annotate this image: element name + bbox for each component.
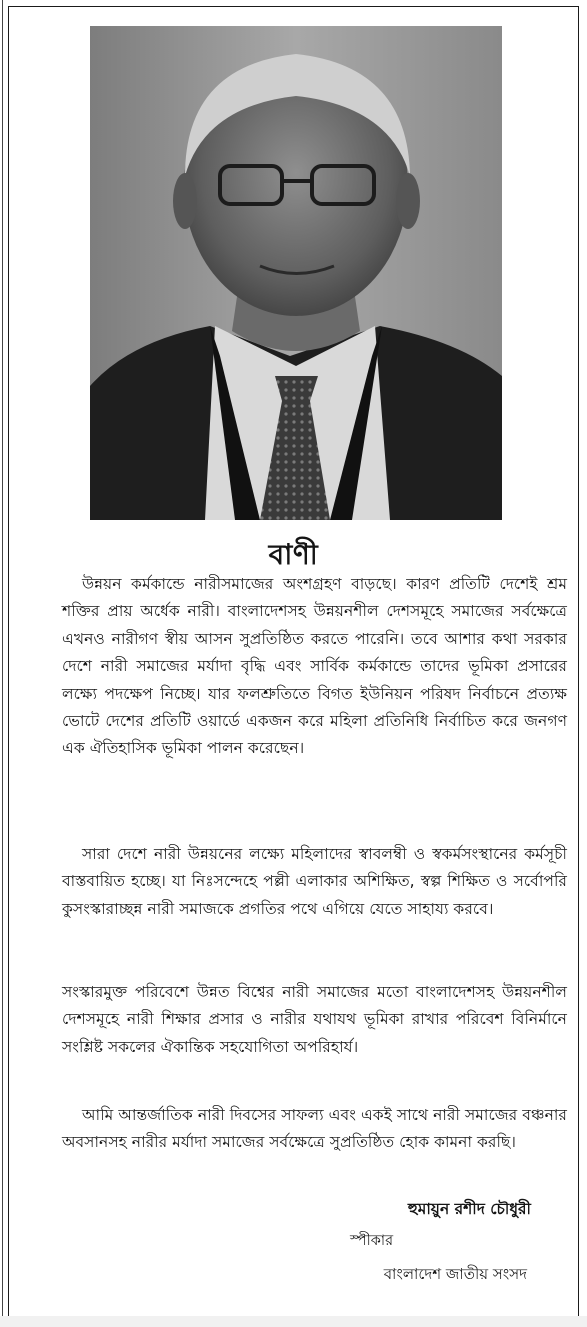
message-paragraph-1 (62, 571, 567, 763)
paragraph-1-text: উন্নয়ন কর্মকান্ডে নারীসমাজের অংশগ্রহণ বাড়ছে। কারণ প্রতিটি দেশেই শ্রম শক্তির প্রায় অর্ধেক নারী। বাংলাদেশসহ উন্নয়নশীল দেশসমূহে সমাজের সর্বক্ষেত্রে এখনও নারীগণ স্বীয় আসন সুপ্রতিষ্ঠিত করতে পারেনি। তবে আশার কথা সরকার দেশে নারী সমাজের মর্যাদা বৃদ্ধি এবং সার্বিক কর্মকান্ডে তাদের ভূমিকা প্রসারের লক্ষ্যে পদক্ষেপ নিচ্ছে। যার ফলশ্রুতিতে বিগত ইউনিয়ন পরিষদ নির্বাচনে প্রত্যক্ষ ভোটে দেশের প্রতিটি ওয়ার্ডে একজন করে মহিলা প্রতিনিধি নির্বাচিত করে জনগণ এক ঐতিহাসিক ভূমিকা পালন করেছেন। (62, 575, 567, 758)
message-paragraph-3 (62, 979, 567, 1061)
paragraph-2-text: সারা দেশে নারী উন্নয়নের লক্ষ্যে মহিলাদের স্বাবলম্বী ও স্বকর্মসংস্থানের কর্মসূচী বাস্তবায়িত হচ্ছে। যা নিঃসন্দেহে পল্লী এলাকার অশিক্ষিত, স্বল্প শিক্ষিত ও সর্বোপরি কুসংস্কারাচ্ছন্ন নারী সমাজকে প্রগতির পথে এগিয়ে যেতে সাহায্য করবে। (62, 845, 567, 918)
message-paragraph-4 (62, 1102, 567, 1157)
signatory-designation: স্পীকার (350, 1233, 394, 1249)
signatory-organization: বাংলাদেশ জাতীয় সংসদ (383, 1265, 527, 1283)
portrait-photo (90, 26, 502, 520)
signatory-name: হুমায়ুন রশীদ চৌধুরী (407, 1200, 531, 1218)
paragraph-4-text: আমি আন্তর্জাতিক নারী দিবসের সাফল্য এবং একই সাথে নারী সমাজের বঞ্চনার অবসানসহ নারীর মর্যাদা সমাজের সর্বক্ষেত্রে সুপ্রতিষ্ঠিত হোক কামনা করছি। (62, 1106, 567, 1152)
paragraph-3-text: সংস্কারমুক্ত পরিবেশে উন্নত বিশ্বের নারী সমাজের মতো বাংলাদেশসহ উন্নয়নশীল দেশসমূহে নারী শিক্ষার প্রসার ও নারীর যথাযথ ভূমিকা রাখার পরিবেশ বিনির্মানে সংশ্লিষ্ট সকলের ঐকান্তিক সহযোগিতা অপরিহার্য। (62, 983, 567, 1056)
page-title: বাণী (268, 538, 319, 571)
left-rule (2, 0, 3, 1327)
message-paragraph-2 (62, 841, 567, 923)
bottom-strip (0, 1316, 587, 1327)
